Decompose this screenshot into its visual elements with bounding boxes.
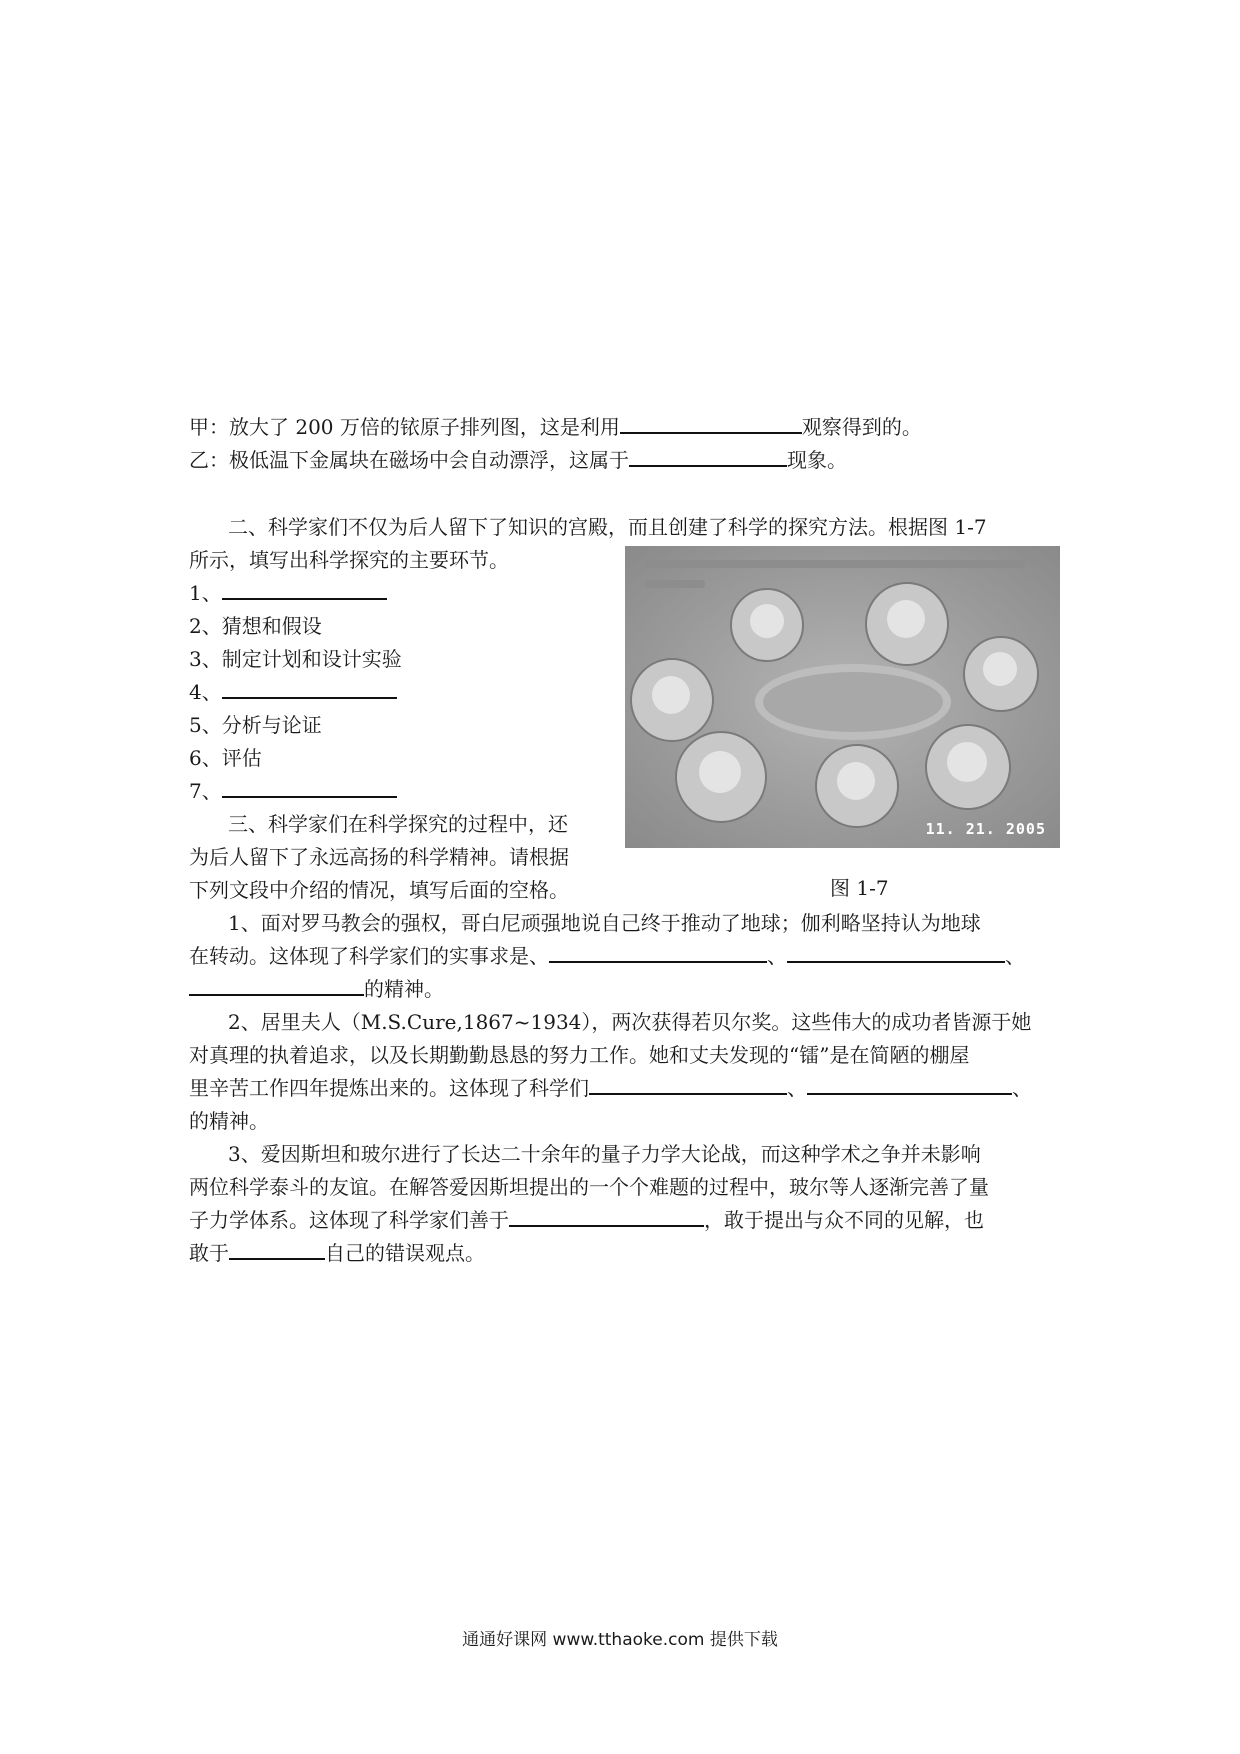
- step-1: [189, 577, 387, 610]
- q1-blank-2[interactable]: [787, 941, 1005, 963]
- q1-separator: 、: [1005, 944, 1025, 968]
- step-7: [189, 775, 397, 808]
- yi-line: [189, 444, 847, 477]
- q2-line1: 2、居里夫人（M.S.Cure,1867~1934），两次获得若贝尔奖。这些伟大的成功者皆源于她: [228, 1010, 1032, 1034]
- step-4: [189, 676, 397, 709]
- step-7-blank[interactable]: [222, 776, 397, 798]
- section3-para-line1: 三、科学家们在科学探究的过程中，还: [228, 812, 568, 836]
- q3-line4: [189, 1237, 485, 1270]
- q3-blank-1[interactable]: [509, 1205, 704, 1227]
- figure-photo: [625, 546, 1060, 848]
- photo-center-shape: [755, 664, 951, 740]
- q3-blank-2[interactable]: [229, 1238, 325, 1260]
- section3-para-line3: 下列文段中介绍的情况，填写后面的空格。: [189, 878, 569, 902]
- q1-separator: 、: [767, 944, 787, 968]
- jia-line: [189, 411, 922, 444]
- photo-bubble: [925, 724, 1011, 810]
- photo-bubble: [675, 731, 767, 823]
- step-1-label: 1、: [189, 581, 222, 605]
- q3-line3: [189, 1204, 984, 1237]
- step-1-blank[interactable]: [222, 578, 387, 600]
- q1-blank-3[interactable]: [189, 974, 364, 996]
- photo-date-stamp: 11. 21. 2005: [925, 820, 1046, 838]
- yi-text-end: 现象。: [787, 448, 847, 472]
- photo-bubble: [815, 744, 899, 828]
- photo-blur-text: [645, 560, 1025, 568]
- yi-answer-blank[interactable]: [629, 445, 787, 467]
- q2-blank-2[interactable]: [807, 1073, 1012, 1095]
- q2-line3: [189, 1072, 1032, 1105]
- q3-line1: 3、爱因斯坦和玻尔进行了长达二十余年的量子力学大论战，而这种学术之争并未影响: [228, 1142, 981, 1166]
- step-3: 3、制定计划和设计实验: [189, 647, 402, 671]
- q3-line4-text: 敢于: [189, 1241, 229, 1265]
- photo-bubble: [963, 636, 1039, 712]
- q3-line3-text: 子力学体系。这体现了科学家们善于: [189, 1208, 509, 1232]
- q2-line4: 的精神。: [189, 1109, 269, 1133]
- q3-line4-text-end: 自己的错误观点。: [325, 1241, 485, 1265]
- photo-bubble: [730, 588, 804, 662]
- step-5: 5、分析与论证: [189, 713, 322, 737]
- step-2: 2、猜想和假设: [189, 614, 322, 638]
- section3-para-line2: 为后人留下了永远高扬的科学精神。请根据: [189, 845, 569, 869]
- q2-line2: 对真理的执着追求，以及长期勤勤恳恳的努力工作。她和丈夫发现的“镭”是在简陋的棚屋: [189, 1043, 970, 1067]
- q1-line3-text: 的精神。: [364, 977, 444, 1001]
- q2-line3-text: 里辛苦工作四年提炼出来的。这体现了科学们: [189, 1076, 589, 1100]
- q1-blank-1[interactable]: [549, 941, 767, 963]
- photo-bubble: [630, 658, 714, 742]
- q2-separator: 、: [787, 1076, 807, 1100]
- step-4-blank[interactable]: [222, 677, 397, 699]
- q3-line2: 两位科学泰斗的友谊。在解答爱因斯坦提出的一个个难题的过程中，玻尔等人逐渐完善了量: [189, 1175, 989, 1199]
- jia-answer-blank[interactable]: [620, 412, 802, 434]
- step-6: 6、评估: [189, 746, 262, 770]
- step-7-label: 7、: [189, 779, 222, 803]
- q3-line3-text-end: ，敢于提出与众不同的见解，也: [704, 1208, 984, 1232]
- photo-bubble: [865, 582, 949, 666]
- q1-line2: [189, 940, 1025, 973]
- photo-blur-text-2: [645, 580, 705, 588]
- q1-line2-text: 在转动。这体现了科学家们的实事求是、: [189, 944, 549, 968]
- figure-caption: 图 1-7: [830, 876, 889, 900]
- yi-text: 乙：极低温下金属块在磁场中会自动漂浮，这属于: [189, 448, 629, 472]
- step-4-label: 4、: [189, 680, 222, 704]
- page-footer: 通通好课网 www.tthaoke.com 提供下载: [462, 1630, 778, 1650]
- section2-para-line1: 二、科学家们不仅为后人留下了知识的宫殿，而且创建了科学的探究方法。根据图 1-7: [228, 515, 987, 539]
- q2-separator: 、: [1012, 1076, 1032, 1100]
- q1-line1: 1、面对罗马教会的强权，哥白尼顽强地说自己终于推动了地球；伽利略坚持认为地球: [228, 911, 981, 935]
- section2-para-line2: 所示，填写出科学探究的主要环节。: [189, 548, 509, 572]
- q2-blank-1[interactable]: [589, 1073, 787, 1095]
- jia-text-end: 观察得到的。: [801, 415, 922, 439]
- jia-text: 甲：放大了 200 万倍的铱原子排列图，这是利用: [189, 415, 620, 439]
- q1-line3: [189, 973, 444, 1006]
